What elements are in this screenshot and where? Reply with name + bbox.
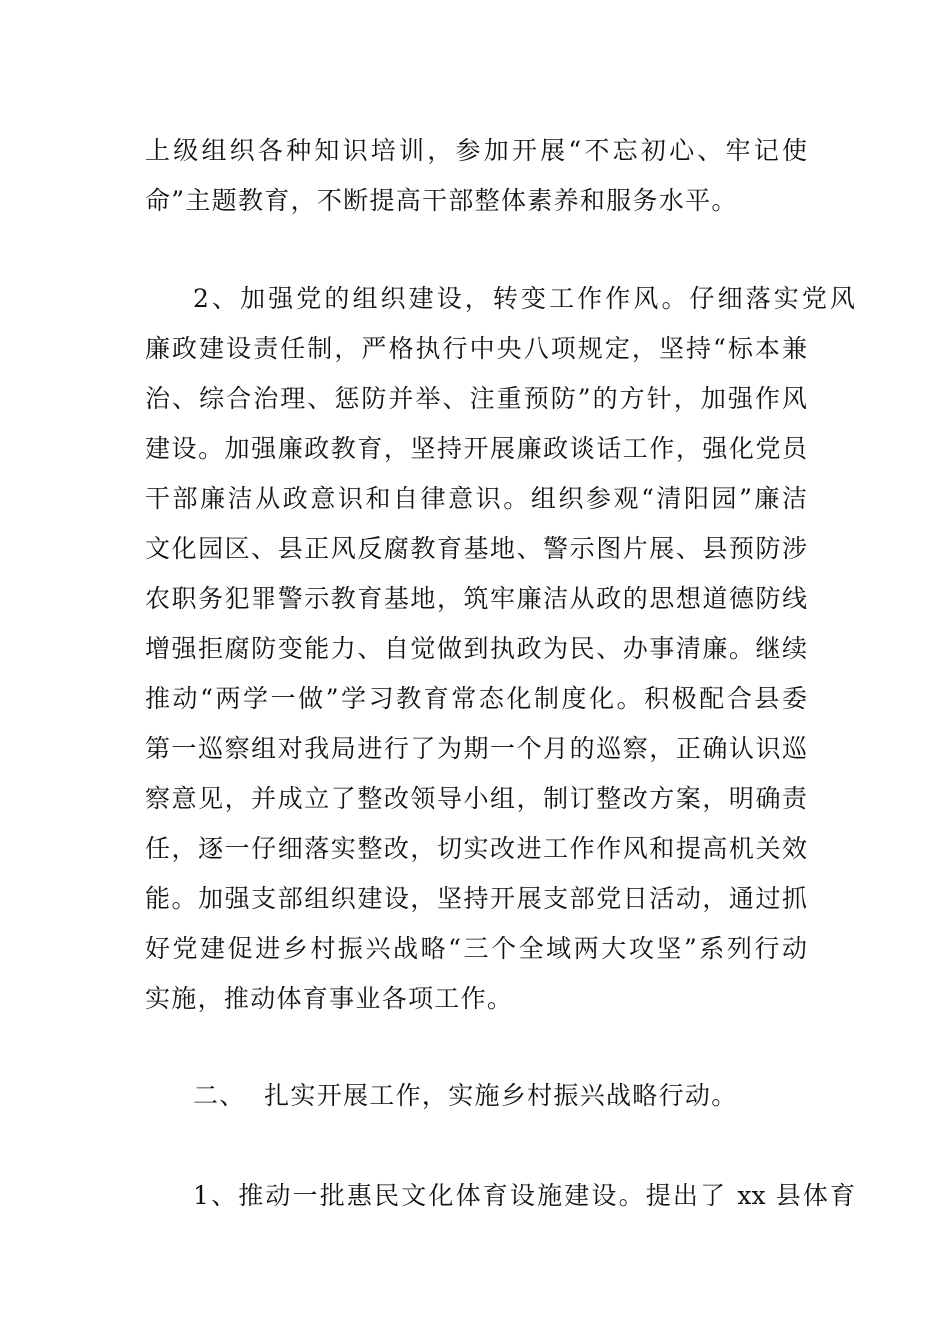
section-2-line-6: 文化园区、县正风反腐教育基地、警示图片展、县预防涉 xyxy=(145,534,807,563)
section-2-line-9: 推动“两学一做”学习教育常态化制度化。积极配合县委 xyxy=(145,684,807,713)
intro-line-1: 上级组织各种知识培训，参加开展“不忘初心、牢记使 xyxy=(145,136,807,165)
section-2-1-line-1: 1、推动一批惠民文化体育设施建设。提出了 xx 县体育 xyxy=(193,1181,855,1210)
section-2-line-13: 能。加强支部组织建设，坚持开展支部党日活动，通过抓 xyxy=(145,884,807,913)
section-2-line-8: 增强拒腐防变能力、自觉做到执政为民、办事清廉。继续 xyxy=(145,634,807,663)
section-2-line-1: 2、加强党的组织建设，转变工作作风。仔细落实党风 xyxy=(193,284,855,313)
section-2-line-12: 任，逐一仔细落实整改，切实改进工作作风和提高机关效 xyxy=(145,834,807,863)
section-2-line-3: 治、综合治理、惩防并举、注重预防”的方针，加强作风 xyxy=(145,384,807,413)
section-2-line-15: 实施，推动体育事业各项工作。 xyxy=(145,984,514,1013)
section-2-line-10: 第一巡察组对我局进行了为期一个月的巡察，正确认识巡 xyxy=(145,734,807,763)
section-2-line-14: 好党建促进乡村振兴战略“三个全域两大攻坚”系列行动 xyxy=(145,934,807,963)
section-2-line-11: 察意见，并成立了整改领导小组，制订整改方案，明确责 xyxy=(145,784,807,813)
section-heading-2: 二、 扎实开展工作，实施乡村振兴战略行动。 xyxy=(193,1081,738,1110)
section-2-line-5: 干部廉洁从政意识和自律意识。组织参观“清阳园”廉洁 xyxy=(145,484,807,513)
section-2-line-2: 廉政建设责任制，严格执行中央八项规定，坚持“标本兼 xyxy=(145,334,807,363)
section-2-line-7: 农职务犯罪警示教育基地，筑牢廉洁从政的思想道德防线 xyxy=(145,584,807,613)
intro-line-2: 命”主题教育，不断提高干部整体素养和服务水平。 xyxy=(145,186,738,215)
section-2-line-4: 建设。加强廉政教育，坚持开展廉政谈话工作，强化党员 xyxy=(145,434,807,463)
